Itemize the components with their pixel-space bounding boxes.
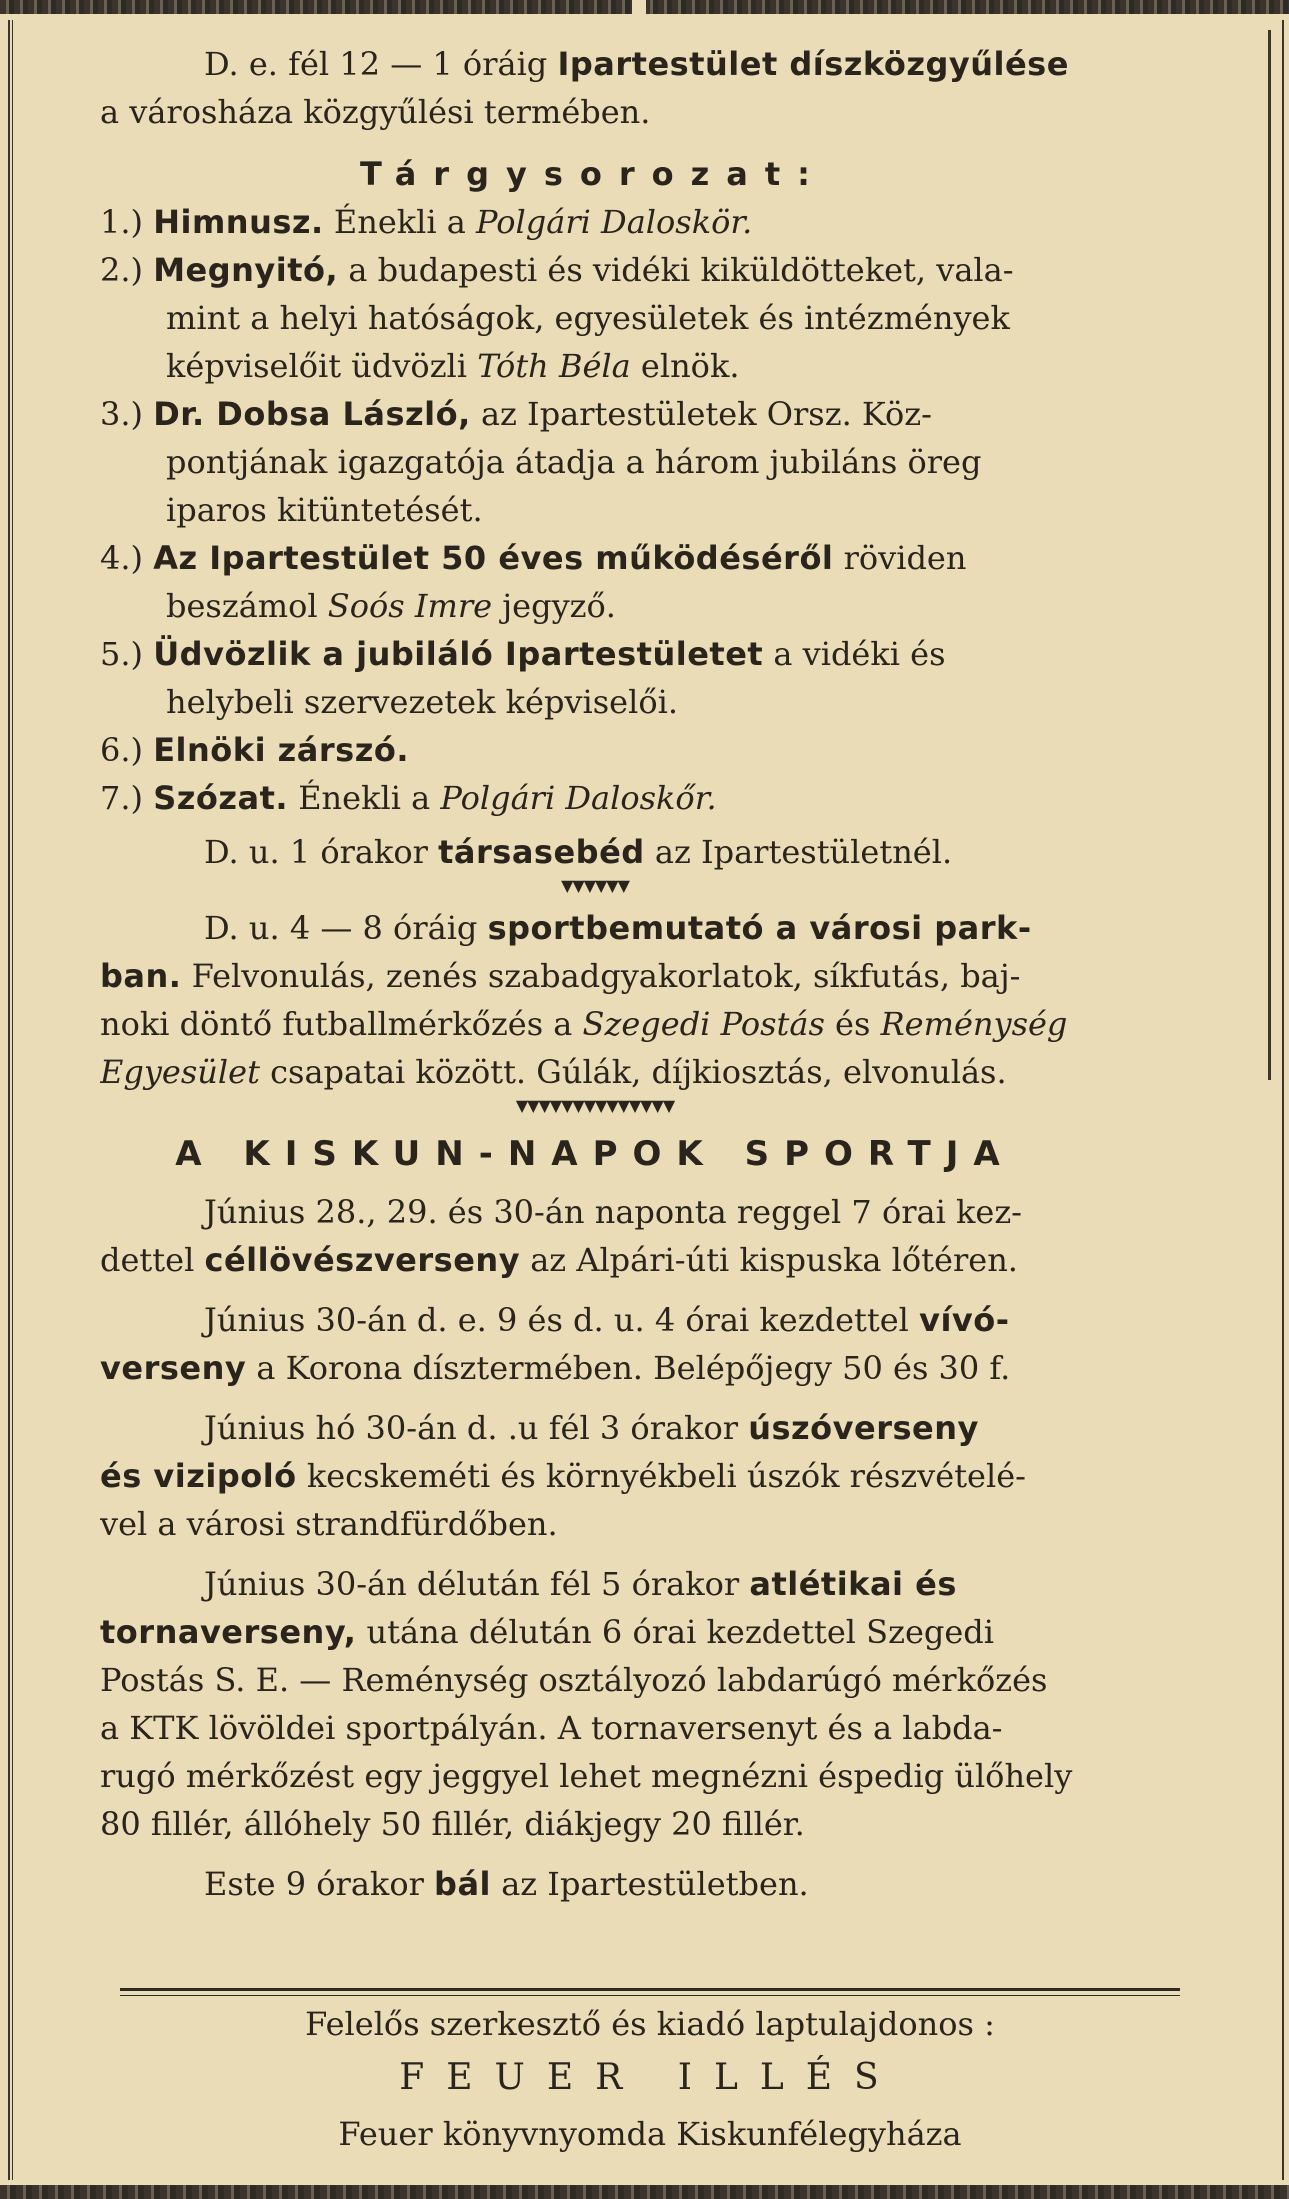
- sports-p4-line-2: tornaverseny, utána délután 6 órai kezdettel Szegedi: [100, 1613, 995, 1651]
- colophon-rule-thin: [120, 1995, 1180, 1996]
- agenda-item-3: 3.) Dr. Dobsa László, az Ipartestületek Orsz. Köz-: [100, 395, 932, 433]
- agenda-item-2-cont-2: képviselőit üdvözli Tóth Béla elnök.: [166, 347, 740, 385]
- colophon-editor-name: FEUER ILLÉS: [399, 2057, 901, 2098]
- colophon-editor-line: Felelős szerkesztő és kiadó laptulajdonos :: [305, 2005, 995, 2043]
- sport-line-4: Egyesület csapatai között. Gúlák, díjkiosztás, elvonulás.: [100, 1053, 1007, 1091]
- lunch-line: D. u. 1 órakor társasebéd az Ipartestületnél.: [204, 833, 953, 871]
- agenda-item-5-cont-1: helybeli szervezetek képviselői.: [166, 683, 678, 721]
- right-border-outer: [1282, 20, 1284, 2180]
- agenda-item-1: 1.) Himnusz. Énekli a Polgári Daloskör.: [100, 203, 753, 241]
- intro-line-1: D. e. fél 12 — 1 óráig Ipartestület díszközgyűlése: [204, 45, 1069, 83]
- sports-p2-line-1: Június 30-án d. e. 9 és d. u. 4 órai kezdettel vívó-: [204, 1301, 1010, 1339]
- agenda-heading: Tárgysorozat:: [360, 155, 827, 193]
- sports-p4-line-3: Postás S. E. — Reménység osztályozó labdarúgó mérkőzés: [100, 1661, 1048, 1699]
- ball-line: Este 9 órakor bál az Ipartestületben.: [204, 1865, 809, 1903]
- sports-p2-line-2: verseny a Korona dísztermében. Belépőjegy 50 és 30 f.: [100, 1349, 1011, 1387]
- sports-p3-line-2: és vizipoló kecskeméti és környékbeli úszók részvételé-: [100, 1457, 1026, 1495]
- agenda-item-3-cont-1: pontjának igazgatója átadja a három jubiláns öreg: [166, 443, 982, 481]
- agenda-item-3-cont-2: iparos kitüntetését.: [166, 491, 483, 529]
- agenda-item-6: 6.) Elnöki zárszó.: [100, 731, 409, 769]
- agenda-item-5: 5.) Üdvözlik a jubiláló Ipartestületet a vidéki és: [100, 635, 946, 673]
- sport-line-1: D. u. 4 — 8 óráig sportbemutató a városi park-: [204, 909, 1032, 947]
- sports-p4-line-6: 80 fillér, állóhely 50 fillér, diákjegy 20 fillér.: [100, 1805, 805, 1843]
- sports-p3-line-1: Június hó 30-án d. .u fél 3 órakor úszóverseny: [204, 1409, 979, 1447]
- agenda-item-2: 2.) Megnyitó, a budapesti és vidéki kiküldötteket, vala-: [100, 251, 1014, 289]
- sports-p4-line-1: Június 30-án délután fél 5 órakor atlétikai és: [204, 1565, 957, 1603]
- sport-line-3: noki döntő futballmérkőzés a Szegedi Postás és Reménység: [100, 1005, 1068, 1043]
- sports-p3-line-3: vel a városi strandfürdőben.: [100, 1505, 558, 1543]
- agenda-item-4-cont-1: beszámol Soós Imre jegyző.: [166, 587, 616, 625]
- agenda-item-7: 7.) Szózat. Énekli a Polgári Daloskőr.: [100, 779, 717, 817]
- ornament-divider-short: ▼▼▼▼▼▼: [561, 876, 629, 895]
- agenda-item-2-cont-1: mint a helyi hatóságok, egyesületek és intézmények: [166, 299, 1010, 337]
- sports-heading: A KISKUN-NAPOK SPORTJA: [175, 1134, 1015, 1174]
- colophon-rule-top: [120, 1988, 1180, 1991]
- sports-p1-line-1: Június 28., 29. és 30-án naponta reggel 7 órai kez-: [204, 1193, 1022, 1231]
- document-page: [100, 40, 1190, 1908]
- sports-p4-line-5: rugó mérkőzést egy jeggyel lehet megnézni éspedig ülőhely: [100, 1757, 1073, 1795]
- sports-p4-line-4: a KTK lövöldei sportpályán. A tornaversenyt és a labda-: [100, 1709, 1003, 1747]
- intro-line-2: a városháza közgyűlési termében.: [100, 93, 651, 131]
- agenda-item-4: 4.) Az Ipartestület 50 éves működéséről röviden: [100, 539, 967, 577]
- top-border: [0, 0, 1289, 14]
- bottom-border: [0, 2185, 1289, 2199]
- sports-p1-line-2: dettel céllövészverseny az Alpári-úti kispuska lőtéren.: [100, 1241, 1018, 1279]
- sport-line-2: ban. Felvonulás, zenés szabadgyakorlatok, síkfutás, baj-: [100, 957, 1021, 995]
- right-border: [1268, 30, 1271, 1080]
- colophon: [120, 2000, 1180, 2158]
- colophon-printer: Feuer könyvnyomda Kiskunfélegyháza: [338, 2115, 962, 2153]
- ornament-divider-long: ▼▼▼▼▼▼▼▼▼▼▼▼▼▼: [515, 1096, 675, 1115]
